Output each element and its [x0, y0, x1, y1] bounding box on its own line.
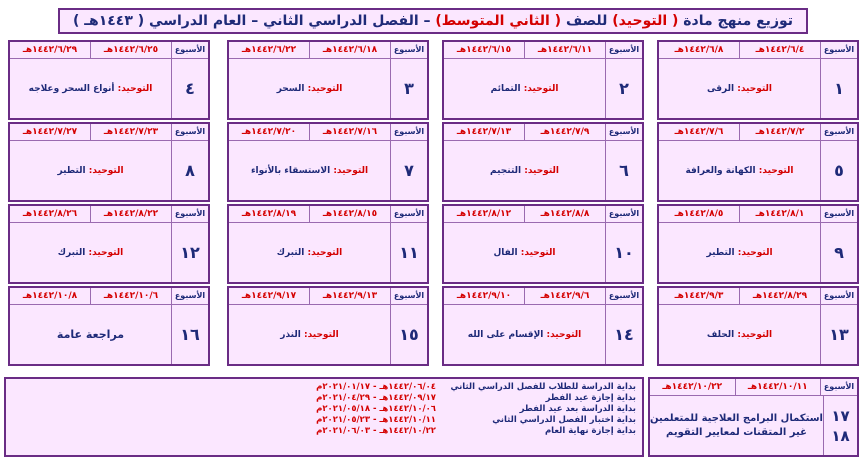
week-number: ١٤ — [605, 305, 642, 364]
event-date: ١٤٤٢/١٠/٠٦هـ - ٢٠٢١/٠٥/١٨م — [316, 404, 436, 414]
remedial-cell — [648, 377, 859, 457]
title-part1: توزيع منهج مادة — [683, 13, 794, 29]
week-cell — [8, 286, 210, 366]
subject-prefix: التوحيد: — [88, 165, 124, 176]
week-number: ١٠ — [605, 223, 642, 282]
week-from-date: ١٤٤٢/٨/١٥هـ — [309, 206, 390, 222]
week-from-date: ١٤٤٢/٧/٩هـ — [524, 124, 605, 140]
week-label: الأسبوع — [820, 124, 857, 140]
subject-prefix: التوحيد: — [524, 165, 559, 176]
week-label: الأسبوع — [171, 124, 208, 140]
week-to-date: ١٤٤٢/٧/٦هـ — [674, 127, 724, 137]
week-to-date: ١٤٤٢/١٠/٢٢هـ — [662, 382, 723, 392]
week-cell — [8, 204, 210, 284]
subject-prefix: التوحيد: — [737, 329, 773, 340]
week-number: ١٦ — [171, 305, 208, 364]
subject-prefix: التوحيد: — [758, 165, 794, 176]
week-to-date: ١٤٤٢/٨/١٩هـ — [241, 209, 297, 219]
week-label: الأسبوع — [605, 206, 642, 222]
page-title — [58, 8, 808, 34]
topic-text: الإقسام على الله — [467, 329, 544, 340]
topic-text: الرقى — [707, 83, 735, 94]
week-cell — [227, 40, 429, 120]
week-cell — [657, 122, 859, 202]
week-to-date: ١٤٤٢/٦/٨هـ — [674, 45, 724, 55]
topic-text: الاستسقاء بالأنواء — [250, 165, 331, 176]
week-label: الأسبوع — [171, 42, 208, 58]
week-from-date: ١٤٤٢/٨/٢٩هـ — [739, 288, 820, 304]
week-from-date: ١٤٤٢/٨/١هـ — [739, 206, 820, 222]
week-cell — [657, 40, 859, 120]
week-from-date: ١٤٤٢/٨/٢٢هـ — [90, 206, 171, 222]
event-label: بداية إجازة عيد الفطر — [545, 393, 636, 403]
event-date: ١٤٤٢/٠٩/١٧هـ - ٢٠٢١/٠٤/٢٩م — [316, 393, 436, 403]
week-from-date: ١٤٤٢/٩/١٣هـ — [309, 288, 390, 304]
week-to-date: ١٤٤٢/٨/٥هـ — [674, 209, 724, 219]
week-cell — [442, 204, 644, 284]
week-label: الأسبوع — [390, 288, 427, 304]
event-label: بداية الدراسة للطلاب للفصل الدراسي الثاني — [450, 382, 636, 392]
week-label: الأسبوع — [820, 288, 857, 304]
week-number-17: ١٧ — [831, 406, 850, 425]
week-topic — [659, 59, 820, 118]
topic-text: النذر — [280, 329, 301, 340]
topic-text: التنجيم — [490, 165, 522, 176]
week-to-date: ١٤٤٢/٦/٢٢هـ — [241, 45, 297, 55]
week-label: الأسبوع — [605, 42, 642, 58]
week-topic — [10, 59, 171, 118]
event-date: ١٤٤٢/١٠/١١هـ - ٢٠٢١/٠٥/٢٣م — [316, 415, 436, 425]
week-topic — [10, 223, 171, 282]
week-topic — [444, 305, 605, 364]
week-from-date: ١٤٤٢/٨/٨هـ — [524, 206, 605, 222]
week-to-date: ١٤٤٢/٦/٢٩هـ — [22, 45, 78, 55]
topic-text: التمائم — [490, 83, 521, 94]
week-cell — [442, 286, 644, 366]
subject-prefix: التوحيد: — [88, 247, 124, 258]
event-date: ١٤٤٢/١٠/٢٢هـ - ٢٠٢١/٠٦/٠٣م — [316, 426, 436, 436]
remedial-text — [650, 396, 823, 455]
week-cell — [227, 286, 429, 366]
week-label: الأسبوع — [820, 206, 857, 222]
topic-text: التطير — [57, 165, 86, 176]
week-to-date: ١٤٤٢/٦/١٥هـ — [456, 45, 512, 55]
week-from-date: ١٤٤٢/٩/٦هـ — [524, 288, 605, 304]
week-topic — [229, 141, 390, 200]
week-to-date: ١٤٤٢/٧/٢٠هـ — [241, 127, 297, 137]
title-part3: – الفصل الدراسي الثاني – العام الدراسي ( ١٤٤٣هـ ) — [72, 13, 431, 29]
week-label: الأسبوع — [605, 288, 642, 304]
week-from-date: ١٤٤٢/٦/١١هـ — [524, 42, 605, 58]
week-to-date: ١٤٤٢/٩/١٧هـ — [241, 291, 297, 301]
week-number: ٨ — [171, 141, 208, 200]
week-number — [823, 396, 857, 455]
topic-text: الحلف — [706, 329, 735, 340]
week-from-date: ١٤٤٢/٧/٢٣هـ — [90, 124, 171, 140]
topic-text: أنواع السحر وعلاجه — [28, 83, 115, 94]
events-labels — [442, 379, 642, 455]
week-from-date: ١٤٤٢/١٠/٦هـ — [90, 288, 171, 304]
week-cell — [8, 40, 210, 120]
week-to-date: ١٤٤٢/٩/١٠هـ — [456, 291, 512, 301]
subject-prefix: التوحيد: — [307, 83, 343, 94]
week-label: الأسبوع — [171, 206, 208, 222]
week-topic — [229, 305, 390, 364]
event-label: بداية الدراسة بعد عيد الفطر — [519, 404, 636, 414]
week-topic — [659, 223, 820, 282]
remedial-line2: غير المتقنات لمعايير التقويم — [666, 426, 807, 438]
week-label: الأسبوع — [390, 206, 427, 222]
week-topic — [659, 141, 820, 200]
week-number-18: ١٨ — [831, 426, 850, 445]
week-topic — [444, 59, 605, 118]
week-from-date: ١٤٤٢/٦/١٨هـ — [309, 42, 390, 58]
week-to-date: ١٤٤٢/٩/٣هـ — [674, 291, 724, 301]
event-label: بداية إجازة نهاية العام — [544, 426, 636, 436]
week-number: ٧ — [390, 141, 427, 200]
subject-prefix: التوحيد: — [333, 165, 369, 176]
subject-prefix: التوحيد: — [546, 329, 582, 340]
week-topic — [444, 141, 605, 200]
week-from-date: ١٤٤٢/١٠/١١هـ — [735, 379, 821, 395]
week-label: الأسبوع — [390, 124, 427, 140]
week-topic — [444, 223, 605, 282]
week-cell — [227, 122, 429, 202]
event-date: ١٤٤٢/٠٦/٠٤هـ - ٢٠٢١/٠١/١٧م — [316, 382, 436, 392]
week-from-date: ١٤٤٢/٦/٢٥هـ — [90, 42, 171, 58]
subject-prefix: التوحيد: — [117, 83, 153, 94]
event-label: بداية اختبار الفصل الدراسي الثاني — [492, 415, 636, 425]
topic-text: الكهانة والعرافة — [685, 165, 756, 176]
subject-prefix: التوحيد: — [520, 247, 556, 258]
week-topic — [229, 223, 390, 282]
topic-text: التبرك — [276, 247, 305, 258]
week-to-date: ١٤٤٢/٧/١٣هـ — [456, 127, 512, 137]
topic-text: التبرك — [57, 247, 86, 258]
week-cell — [442, 122, 644, 202]
week-number: ١٢ — [171, 223, 208, 282]
topic-text: السحر — [276, 83, 305, 94]
week-number: ١ — [820, 59, 857, 118]
subject-prefix: التوحيد: — [737, 83, 772, 94]
week-from-date: ١٤٤٢/٦/٤هـ — [739, 42, 820, 58]
week-cell — [657, 286, 859, 366]
events-box — [4, 377, 644, 457]
title-part2: للصف — [565, 13, 608, 29]
week-topic — [229, 59, 390, 118]
week-topic — [10, 141, 171, 200]
week-from-date: ١٤٤٢/٧/١٦هـ — [309, 124, 390, 140]
week-to-date: ١٤٤٢/٧/٢٧هـ — [22, 127, 78, 137]
week-number: ٣ — [390, 59, 427, 118]
week-topic — [659, 305, 820, 364]
week-label: الأسبوع — [605, 124, 642, 140]
week-number: ٩ — [820, 223, 857, 282]
week-label: الأسبوع — [820, 42, 857, 58]
topic-text: الفال — [493, 247, 518, 258]
week-label: الأسبوع — [820, 379, 857, 395]
week-cell — [657, 204, 859, 284]
week-cell — [442, 40, 644, 120]
week-number: ٢ — [605, 59, 642, 118]
subject-prefix: التوحيد: — [523, 83, 559, 94]
week-number: ٤ — [171, 59, 208, 118]
week-from-date: ١٤٤٢/٧/٢هـ — [739, 124, 820, 140]
week-number: ١٥ — [390, 305, 427, 364]
week-cell — [227, 204, 429, 284]
week-label: الأسبوع — [171, 288, 208, 304]
week-number: ٦ — [605, 141, 642, 200]
week-topic — [10, 305, 171, 364]
subject-prefix: التوحيد: — [303, 329, 339, 340]
week-to-date: ١٤٤٢/٨/٢٦هـ — [22, 209, 78, 219]
topic-text: مراجعة عامة — [56, 328, 125, 341]
topic-text: التطير — [706, 247, 735, 258]
title-subject: ( التوحيد) — [612, 13, 679, 29]
events-dates — [6, 379, 442, 455]
subject-prefix: التوحيد: — [737, 247, 773, 258]
subject-prefix: التوحيد: — [307, 247, 343, 258]
week-to-date: ١٤٤٢/٨/١٢هـ — [456, 209, 512, 219]
week-to-date: ١٤٤٢/١٠/٨هـ — [22, 291, 78, 301]
week-number: ٥ — [820, 141, 857, 200]
title-grade: ( الثاني المتوسط) — [435, 13, 562, 29]
week-label: الأسبوع — [390, 42, 427, 58]
week-cell — [8, 122, 210, 202]
week-number: ١١ — [390, 223, 427, 282]
remedial-line1: استكمال البرامج العلاجية للمتعلمين — [650, 412, 823, 424]
week-number: ١٣ — [820, 305, 857, 364]
